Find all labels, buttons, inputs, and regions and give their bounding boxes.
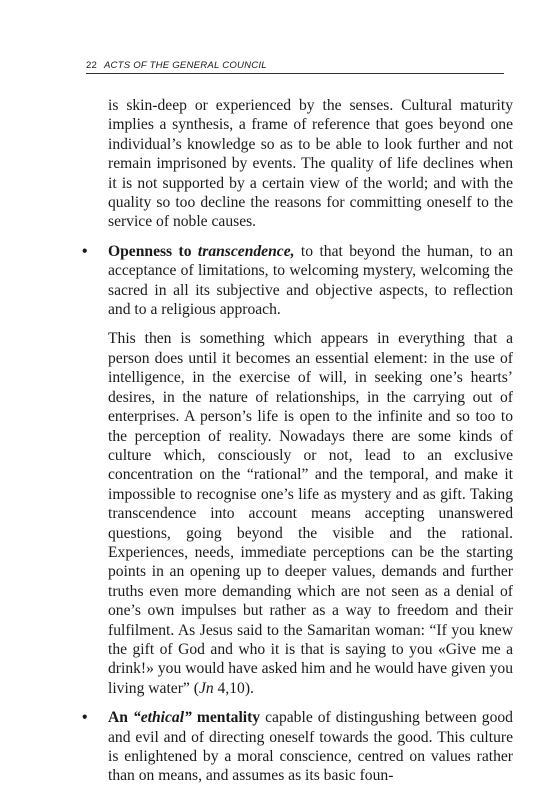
bullet-ethical-text: An “ethical” mentality capable of distingushing between good and evil and of directing oneself towards the good. This culture is enlightened by a moral conscience, centred on values rather than on means, and assumes as its basic foun-: [108, 709, 513, 785]
bullet-mark: •: [82, 709, 88, 727]
page-number: 22: [86, 60, 98, 71]
bullet-transcendence-text: [108, 242, 513, 320]
bullet-lead-emphasis: transcendence,: [197, 242, 295, 260]
page-body: [82, 96, 513, 786]
bullet-ethical: [82, 708, 513, 786]
paragraph-transcendence: This then is something which appears in everything that a person does until it becomes an essential element: in the use of intelligence, in the exercise of will, in seeking one’s hearts’ desires, in the nature of relationships, in the carrying out of enterprises. A person’s life is open to the infinite and so too to the perception of reality. Nowadays there are some kinds of culture which, consciously or not, lead to an exclusive concentration on the “rational” and the temporal, and make it impossible to recognise one’s life as mystery and as gift. Taking transcendence into account means accepting unanswered questions, going beyond the visible and the rational. Experiences, needs, immediate perceptions can be the starting points in an opening up to deeper values, demands and further truths even more demanding which are not seen as a denial of one’s own impulses but rather as a way to freedom and their fulfilment. As Jesus said to the Samaritan woman: “If you knew the gift of God and who it is that is saying to you «Give me a drink!» you would have asked him and he would have given you living water” (Jn 4,10).: [108, 330, 513, 697]
running-header: [86, 60, 504, 74]
bullet-lead-emphasis: “ethical”: [132, 709, 192, 727]
paragraph-culture-maturity: is skin-deep or experienced by the senses. Cultural maturity implies a synthesis, a frame of reference that goes beyond one individual’s knowledge so as to be able to look further and not remain imprisoned by events. The quality of life declines when it is not supported by a certain view of the world; and with the quality so too decline the reasons for committing oneself to the service of noble causes.: [108, 97, 513, 231]
bullet-body: to that beyond the human, to an acceptance of limitations, to welcoming mystery, welcoming the sacred in all its subjective and objective aspects, to reflection and to a religious approach.: [108, 242, 513, 319]
bullet-body: capable of distingushing between good and evil and of directing oneself towards the good. This culture is enlightened by a moral conscience, centred on values rather than on means, and assumes as its basic foun-: [108, 709, 513, 785]
bullet-mark: •: [82, 242, 88, 260]
scripture-ref: Jn: [198, 679, 214, 697]
bullet-transcendence: [82, 242, 513, 320]
running-title: ACTS OF THE GENERAL COUNCIL: [103, 60, 267, 71]
bullet-lead: Openness to: [108, 242, 198, 260]
